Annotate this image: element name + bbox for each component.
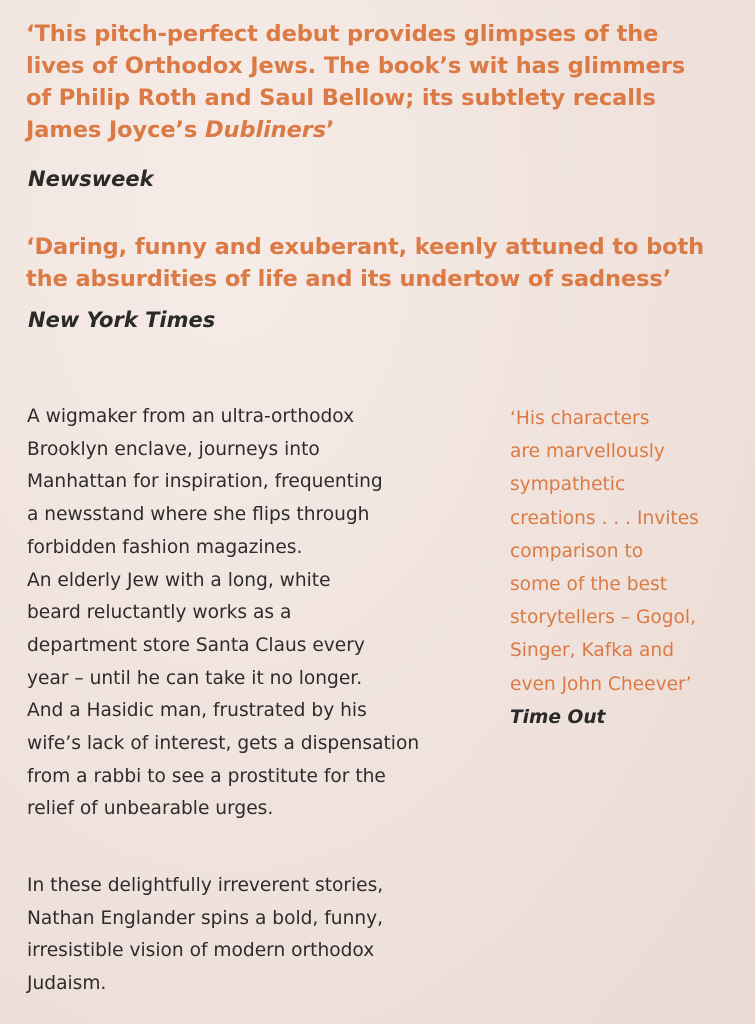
blurb-line: Brooklyn enclave, journeys into bbox=[27, 438, 320, 460]
quote-line-text: James Joyce’s bbox=[26, 117, 205, 143]
blurb-line: relief of unbearable urges. bbox=[27, 798, 274, 820]
quote-line: of Philip Roth and Saul Bellow; its subtlety recalls bbox=[26, 85, 656, 111]
blurb-line: year – until he can take it no longer. bbox=[27, 667, 363, 689]
quote-close-mark: ’ bbox=[326, 117, 335, 143]
quote-line: ‘His characters bbox=[510, 408, 650, 429]
blurb-line: from a rabbi to see a prostitute for the bbox=[27, 765, 386, 787]
nyt-quote bbox=[26, 231, 751, 295]
quote-line: even John Cheever’ bbox=[510, 673, 692, 695]
quote-line: sympathetic bbox=[510, 474, 626, 496]
quote-line: Singer, Kafka and bbox=[510, 640, 674, 662]
blurb-line: A wigmaker from an ultra-orthodox bbox=[27, 406, 355, 427]
quote-line: ‘This pitch-perfect debut provides glimpses of the bbox=[26, 21, 659, 47]
quote-line: comparison to bbox=[510, 540, 644, 562]
quote-line: storytellers – Gogol, bbox=[510, 607, 696, 629]
blurb-line: In these delightfully irreverent stories, bbox=[27, 875, 384, 896]
quote-line: are marvellously bbox=[510, 441, 665, 463]
quote-line bbox=[26, 114, 751, 146]
quote-line: ‘Daring, funny and exuberant, keenly attuned to both bbox=[26, 234, 705, 260]
blurb-line: And a Hasidic man, frustrated by his bbox=[27, 700, 367, 722]
blurb-paragraph-2 bbox=[27, 870, 383, 1001]
quote-line: lives of Orthodox Jews. The book’s wit has glimmers bbox=[26, 53, 686, 79]
time-out-quote bbox=[510, 402, 699, 734]
blurb-line: Judaism. bbox=[27, 973, 107, 995]
newsweek-quote bbox=[26, 18, 751, 146]
blurb-line: irresistible vision of modern orthodox bbox=[27, 940, 375, 962]
blurb-line: forbidden fashion magazines. bbox=[27, 536, 303, 558]
blurb-paragraph-1 bbox=[27, 401, 419, 826]
quote-line: some of the best bbox=[510, 574, 668, 596]
blurb-line: Nathan Englander spins a bold, funny, bbox=[27, 907, 384, 929]
quote-line: creations . . . Invites bbox=[510, 507, 699, 529]
blurb-line: beard reluctantly works as a bbox=[27, 602, 292, 624]
quote-source-newsweek: Newsweek bbox=[28, 167, 154, 191]
blurb-line: wife’s lack of interest, gets a dispensation bbox=[27, 733, 420, 755]
quote-source-nyt: New York Times bbox=[28, 308, 216, 332]
blurb-line: department store Santa Claus every bbox=[27, 634, 365, 656]
quote-source-time-out: Time Out bbox=[510, 706, 606, 728]
blurb-line: An elderly Jew with a long, white bbox=[27, 569, 331, 591]
blurb-line: a newsstand where she flips through bbox=[27, 504, 370, 526]
quote-line: the absurdities of life and its undertow of sadness’ bbox=[26, 266, 672, 292]
blurb-line: Manhattan for inspiration, frequenting bbox=[27, 471, 383, 493]
book-title-dubliners: Dubliners bbox=[204, 117, 327, 143]
